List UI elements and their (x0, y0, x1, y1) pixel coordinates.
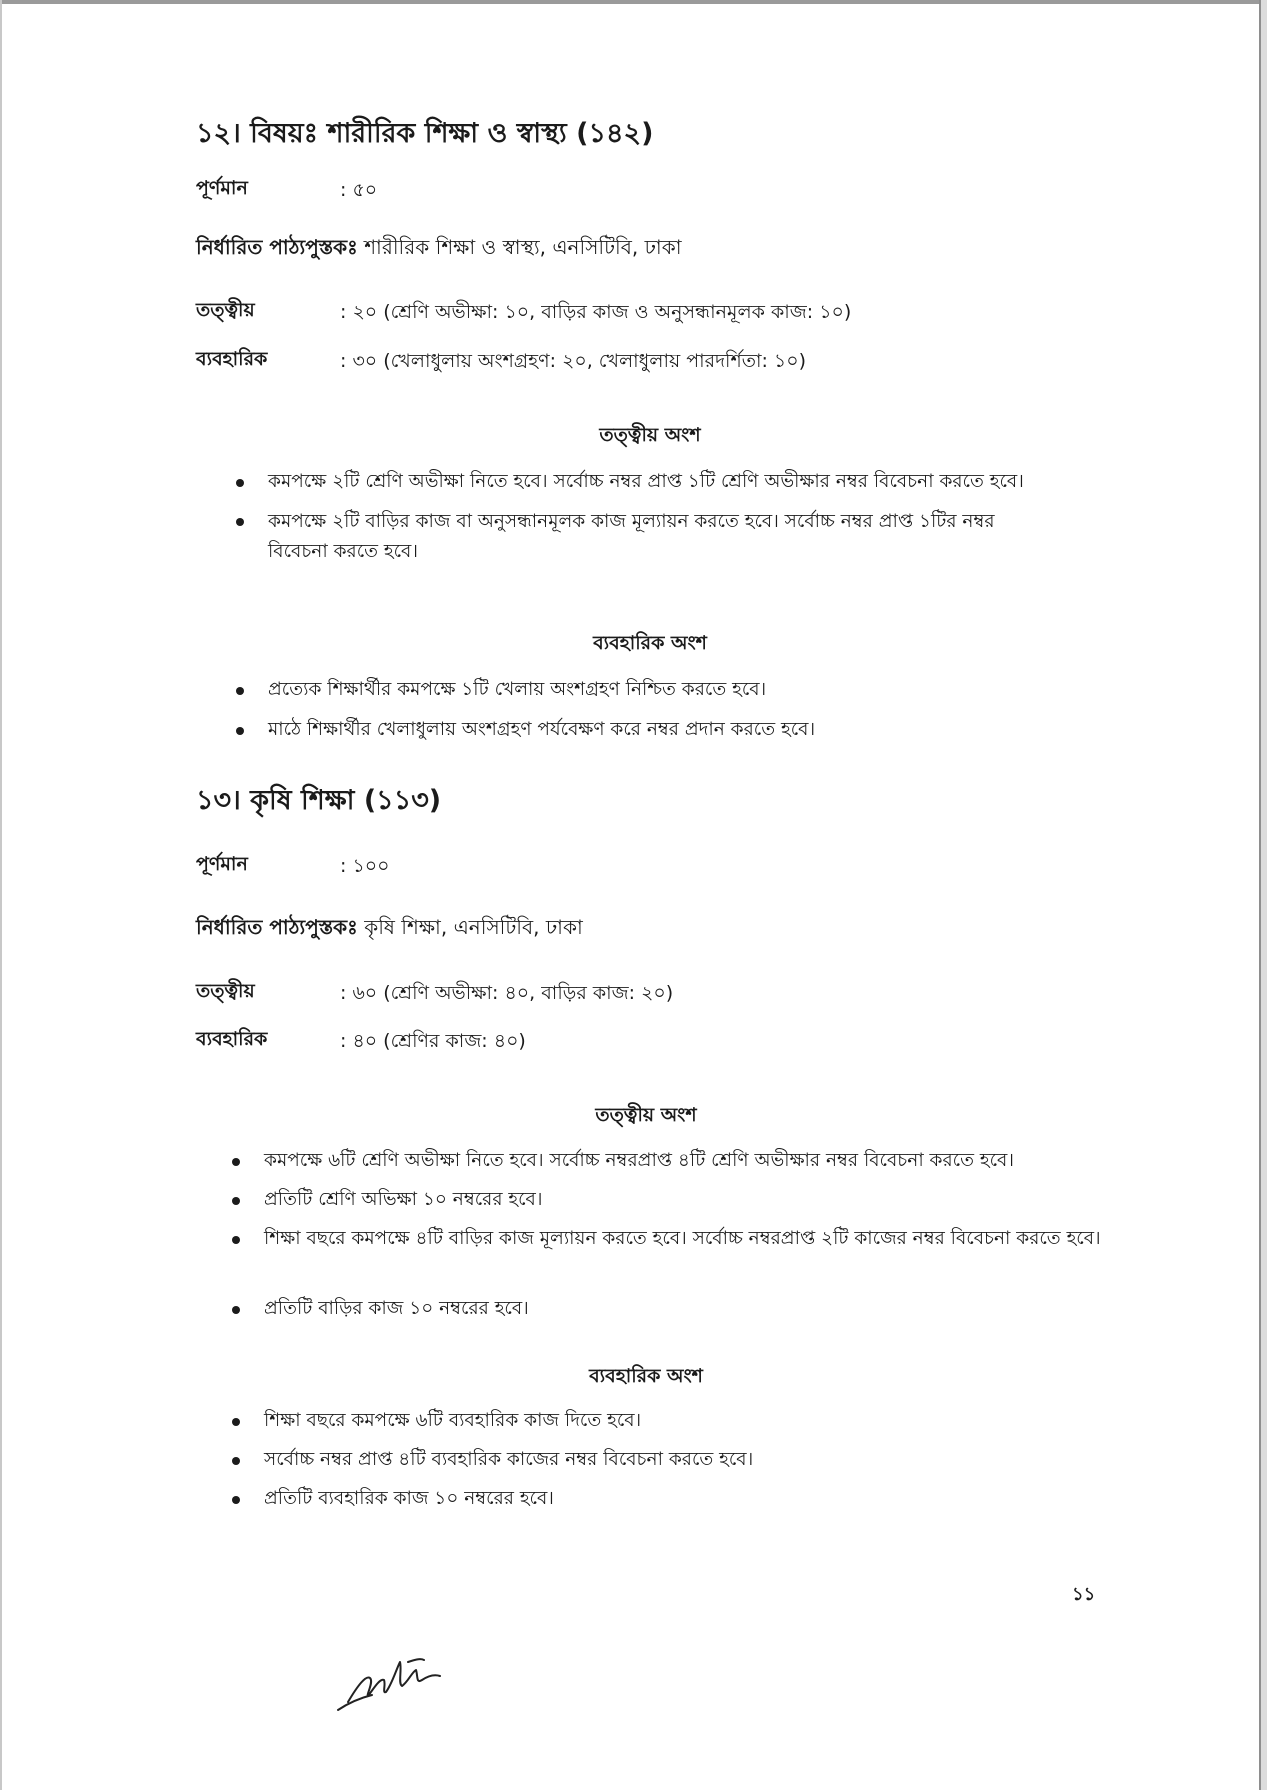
bullet-dot (232, 1418, 240, 1426)
section-12-theory-item: কমপক্ষে ২টি শ্রেণি অভীক্ষা নিতে হবে। সর্বোচ্চ নম্বর প্রাপ্ত ১টি শ্রেণি অভীক্ষার নম্বর বিবেচনা করতে হবে। (268, 471, 1024, 492)
bullet-dot (236, 687, 244, 695)
bullet-dot (232, 1306, 240, 1314)
section-12-textbook-label: নির্ধারিত পাঠ্যপুস্তকঃ (196, 235, 358, 259)
scan-edge-top (0, 0, 1267, 4)
bullet-dot (232, 1197, 240, 1205)
section-12-theory-value: : ২০ (শ্রেণি অভীক্ষা: ১০, বাড়ির কাজ ও অনুসন্ধানমূলক কাজ: ১০) (340, 301, 852, 323)
section-12-practical-part-title: ব্যবহারিক অংশ (593, 632, 707, 654)
section-13-practical-value: : ৪০ (শ্রেণির কাজ: ৪০) (340, 1030, 526, 1052)
section-12-textbook-value: শারীরিক শিক্ষা ও স্বাস্থ্য, এনসিটিবি, ঢাকা (357, 235, 682, 259)
section-12-practical-label: ব্যবহারিক (196, 348, 268, 370)
section-13-theory-label: তত্ত্বীয় (196, 980, 255, 1002)
section-13-textbook-label: নির্ধারিত পাঠ্যপুস্তকঃ (196, 915, 358, 939)
scan-edge-left (0, 0, 2, 1790)
section-12-theory-item: কমপক্ষে ২টি বাড়ির কাজ বা অনুসন্ধানমূলক কাজ মূল্যায়ন করতে হবে। সর্বোচ্চ নম্বর প্রাপ্ত ১টির নম্বর বিবেচনা করতে হবে। (268, 511, 995, 562)
section-13-theory-value: : ৬০ (শ্রেণি অভীক্ষা: ৪০, বাড়ির কাজ: ২০) (340, 982, 674, 1004)
section-13-practical-item: প্রতিটি ব্যবহারিক কাজ ১০ নম্বরের হবে। (264, 1488, 554, 1509)
section-13-full-marks-label: পূর্ণমান (196, 853, 248, 875)
bullet-dot (232, 1457, 240, 1465)
bullet-dot (236, 518, 244, 526)
section-12-full-marks-value: : ৫০ (340, 179, 378, 201)
section-12-practical-item: মাঠে শিক্ষার্থীর খেলাধুলায় অংশগ্রহণ পর্যবেক্ষণ করে নম্বর প্রদান করতে হবে। (268, 719, 816, 740)
section-12-practical-item: প্রত্যেক শিক্ষার্থীর কমপক্ষে ১টি খেলায় অংশগ্রহণ নিশ্চিত করতে হবে। (268, 679, 767, 700)
section-12-practical-value: : ৩০ (খেলাধুলায় অংশগ্রহণ: ২০, খেলাধুলায় পারদর্শিতা: ১০) (340, 350, 807, 372)
section-12-full-marks-label: পূর্ণমান (196, 177, 248, 199)
section-12-heading: ১২। বিষয়ঃ শারীরিক শিক্ষা ও স্বাস্থ্য (১৪২) (196, 118, 654, 149)
bullet-dot (232, 1236, 240, 1244)
section-13-practical-item: সর্বোচ্চ নম্বর প্রাপ্ত ৪টি ব্যবহারিক কাজের নম্বর বিবেচনা করতে হবে। (264, 1449, 754, 1470)
bullet-dot (236, 727, 244, 735)
section-13-full-marks-value: : ১০০ (340, 855, 390, 877)
section-13-theory-item: শিক্ষা বছরে কমপক্ষে ৪টি বাড়ির কাজ মূল্যায়ন করতে হবে। সর্বোচ্চ নম্বরপ্রাপ্ত ২টি কাজের নম্বর বিবেচনা করতে হবে। (264, 1228, 1101, 1249)
page-number: ১১ (1072, 1584, 1096, 1605)
section-13-theory-item: কমপক্ষে ৬টি শ্রেণি অভীক্ষা নিতে হবে। সর্বোচ্চ নম্বরপ্রাপ্ত ৪টি শ্রেণি অভীক্ষার নম্বর বিবেচনা করতে হবে। (264, 1150, 1014, 1171)
section-13-theory-item: প্রতিটি বাড়ির কাজ ১০ নম্বরের হবে। (264, 1298, 529, 1319)
section-13-theory-part-title: তত্ত্বীয় অংশ (595, 1104, 697, 1126)
section-13-practical-part-title: ব্যবহারিক অংশ (589, 1365, 703, 1387)
bullet-dot (232, 1496, 240, 1504)
section-13-heading: ১৩। কৃষি শিক্ষা (১১৩) (196, 785, 442, 816)
section-12-textbook (196, 233, 682, 266)
section-12-theory-label: তত্ত্বীয় (196, 299, 255, 321)
signature-icon (330, 1640, 460, 1720)
section-13-textbook-value: কৃষি শিক্ষা, এনসিটিবি, ঢাকা (357, 915, 583, 939)
section-12-theory-part-title: তত্ত্বীয় অংশ (599, 424, 701, 446)
section-13-theory-item: প্রতিটি শ্রেণি অভিক্ষা ১০ নম্বরের হবে। (264, 1189, 543, 1210)
scan-edge-right (1261, 0, 1267, 1790)
bullet-dot (232, 1158, 240, 1166)
section-13-textbook (196, 913, 583, 946)
bullet-dot (236, 479, 244, 487)
section-13-practical-label: ব্যবহারিক (196, 1028, 268, 1050)
section-13-practical-item: শিক্ষা বছরে কমপক্ষে ৬টি ব্যবহারিক কাজ দিতে হবে। (264, 1410, 642, 1431)
